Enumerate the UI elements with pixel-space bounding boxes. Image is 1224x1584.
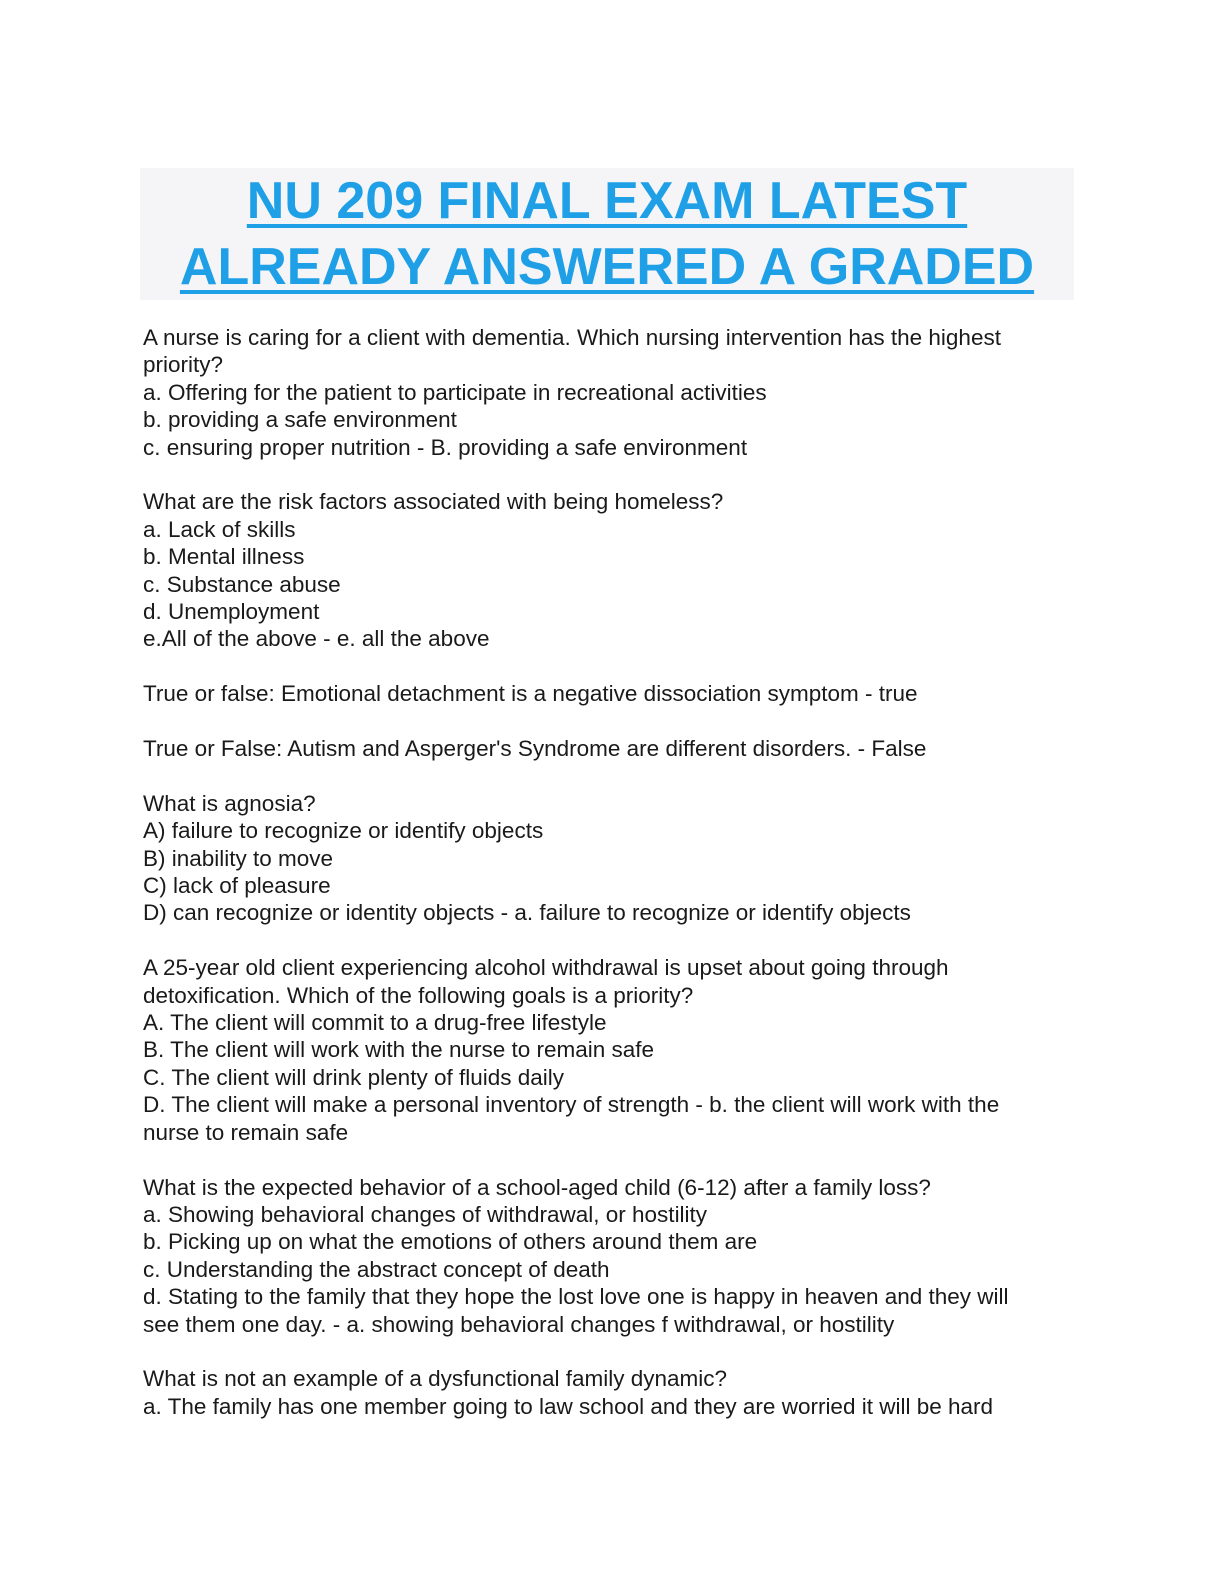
question-line: C. The client will drink plenty of fluids daily: [143, 1064, 565, 1090]
title-line-2: ALREADY ANSWERED A GRADED: [179, 238, 1035, 296]
question-text: What is not an example of a dysfunctional family dynamic?: [143, 1366, 728, 1392]
question-text: A 25-year old client experiencing alcohol withdrawal is upset about going through: [143, 955, 949, 981]
question-line: b. Mental illness: [143, 544, 305, 570]
question-line: c. Substance abuse: [143, 571, 341, 597]
question-line: d. Unemployment: [143, 599, 320, 625]
question-line: b. providing a safe environment: [143, 407, 457, 433]
title-line-1: NU 209 FINAL EXAM LATEST: [246, 172, 968, 230]
question-line: priority?: [143, 352, 224, 378]
question-text: True or False: Autism and Asperger's Syndrome are different disorders. - False: [143, 736, 927, 762]
question-text: True or false: Emotional detachment is a negative dissociation symptom - true: [143, 681, 918, 707]
question-line: A. The client will commit to a drug-free lifestyle: [143, 1010, 607, 1036]
question-line: e.All of the above - e. all the above: [143, 626, 490, 652]
question-text: What are the risk factors associated with being homeless?: [143, 489, 724, 515]
question-line: a. Showing behavioral changes of withdrawal, or hostility: [143, 1201, 708, 1227]
question-line: nurse to remain safe: [143, 1119, 349, 1145]
question-block: [143, 488, 1083, 652]
question-line: see them one day. - a. showing behavioral changes f withdrawal, or hostility: [143, 1311, 895, 1337]
question-list: [143, 324, 1083, 1448]
question-line: D) can recognize or identity objects - a. failure to recognize or identify objects: [143, 900, 911, 926]
question-line: b. Picking up on what the emotions of others around them are: [143, 1229, 758, 1255]
question-text: What is agnosia?: [143, 790, 316, 816]
question-block: [143, 680, 1083, 707]
question-block: [143, 790, 1083, 927]
question-text: A nurse is caring for a client with dementia. Which nursing intervention has the highest: [143, 325, 1001, 350]
question-line: B. The client will work with the nurse to remain safe: [143, 1037, 655, 1063]
question-block: [143, 324, 1083, 461]
question-line: detoxification. Which of the following goals is a priority?: [143, 982, 694, 1008]
question-line: C) lack of pleasure: [143, 873, 331, 899]
question-line: c. ensuring proper nutrition - B. providing a safe environment: [143, 434, 748, 460]
question-line: B) inability to move: [143, 845, 334, 871]
question-block: [143, 735, 1083, 762]
question-line: A) failure to recognize or identify objects: [143, 818, 544, 844]
question-line: c. Understanding the abstract concept of death: [143, 1256, 610, 1282]
question-block: [143, 1174, 1083, 1338]
question-line: a. Lack of skills: [143, 516, 296, 542]
question-line: D. The client will make a personal inventory of strength - b. the client will work with the: [143, 1092, 1000, 1118]
document-title: [140, 168, 1074, 300]
question-block: [143, 954, 1083, 1146]
question-line: a. Offering for the patient to participate in recreational activities: [143, 379, 767, 405]
question-line: d. Stating to the family that they hope the lost love one is happy in heaven and they will: [143, 1284, 1009, 1310]
question-text: What is the expected behavior of a school-aged child (6-12) after a family loss?: [143, 1174, 931, 1200]
question-block: [143, 1365, 1083, 1420]
question-line: a. The family has one member going to law school and they are worried it will be hard: [143, 1393, 994, 1419]
